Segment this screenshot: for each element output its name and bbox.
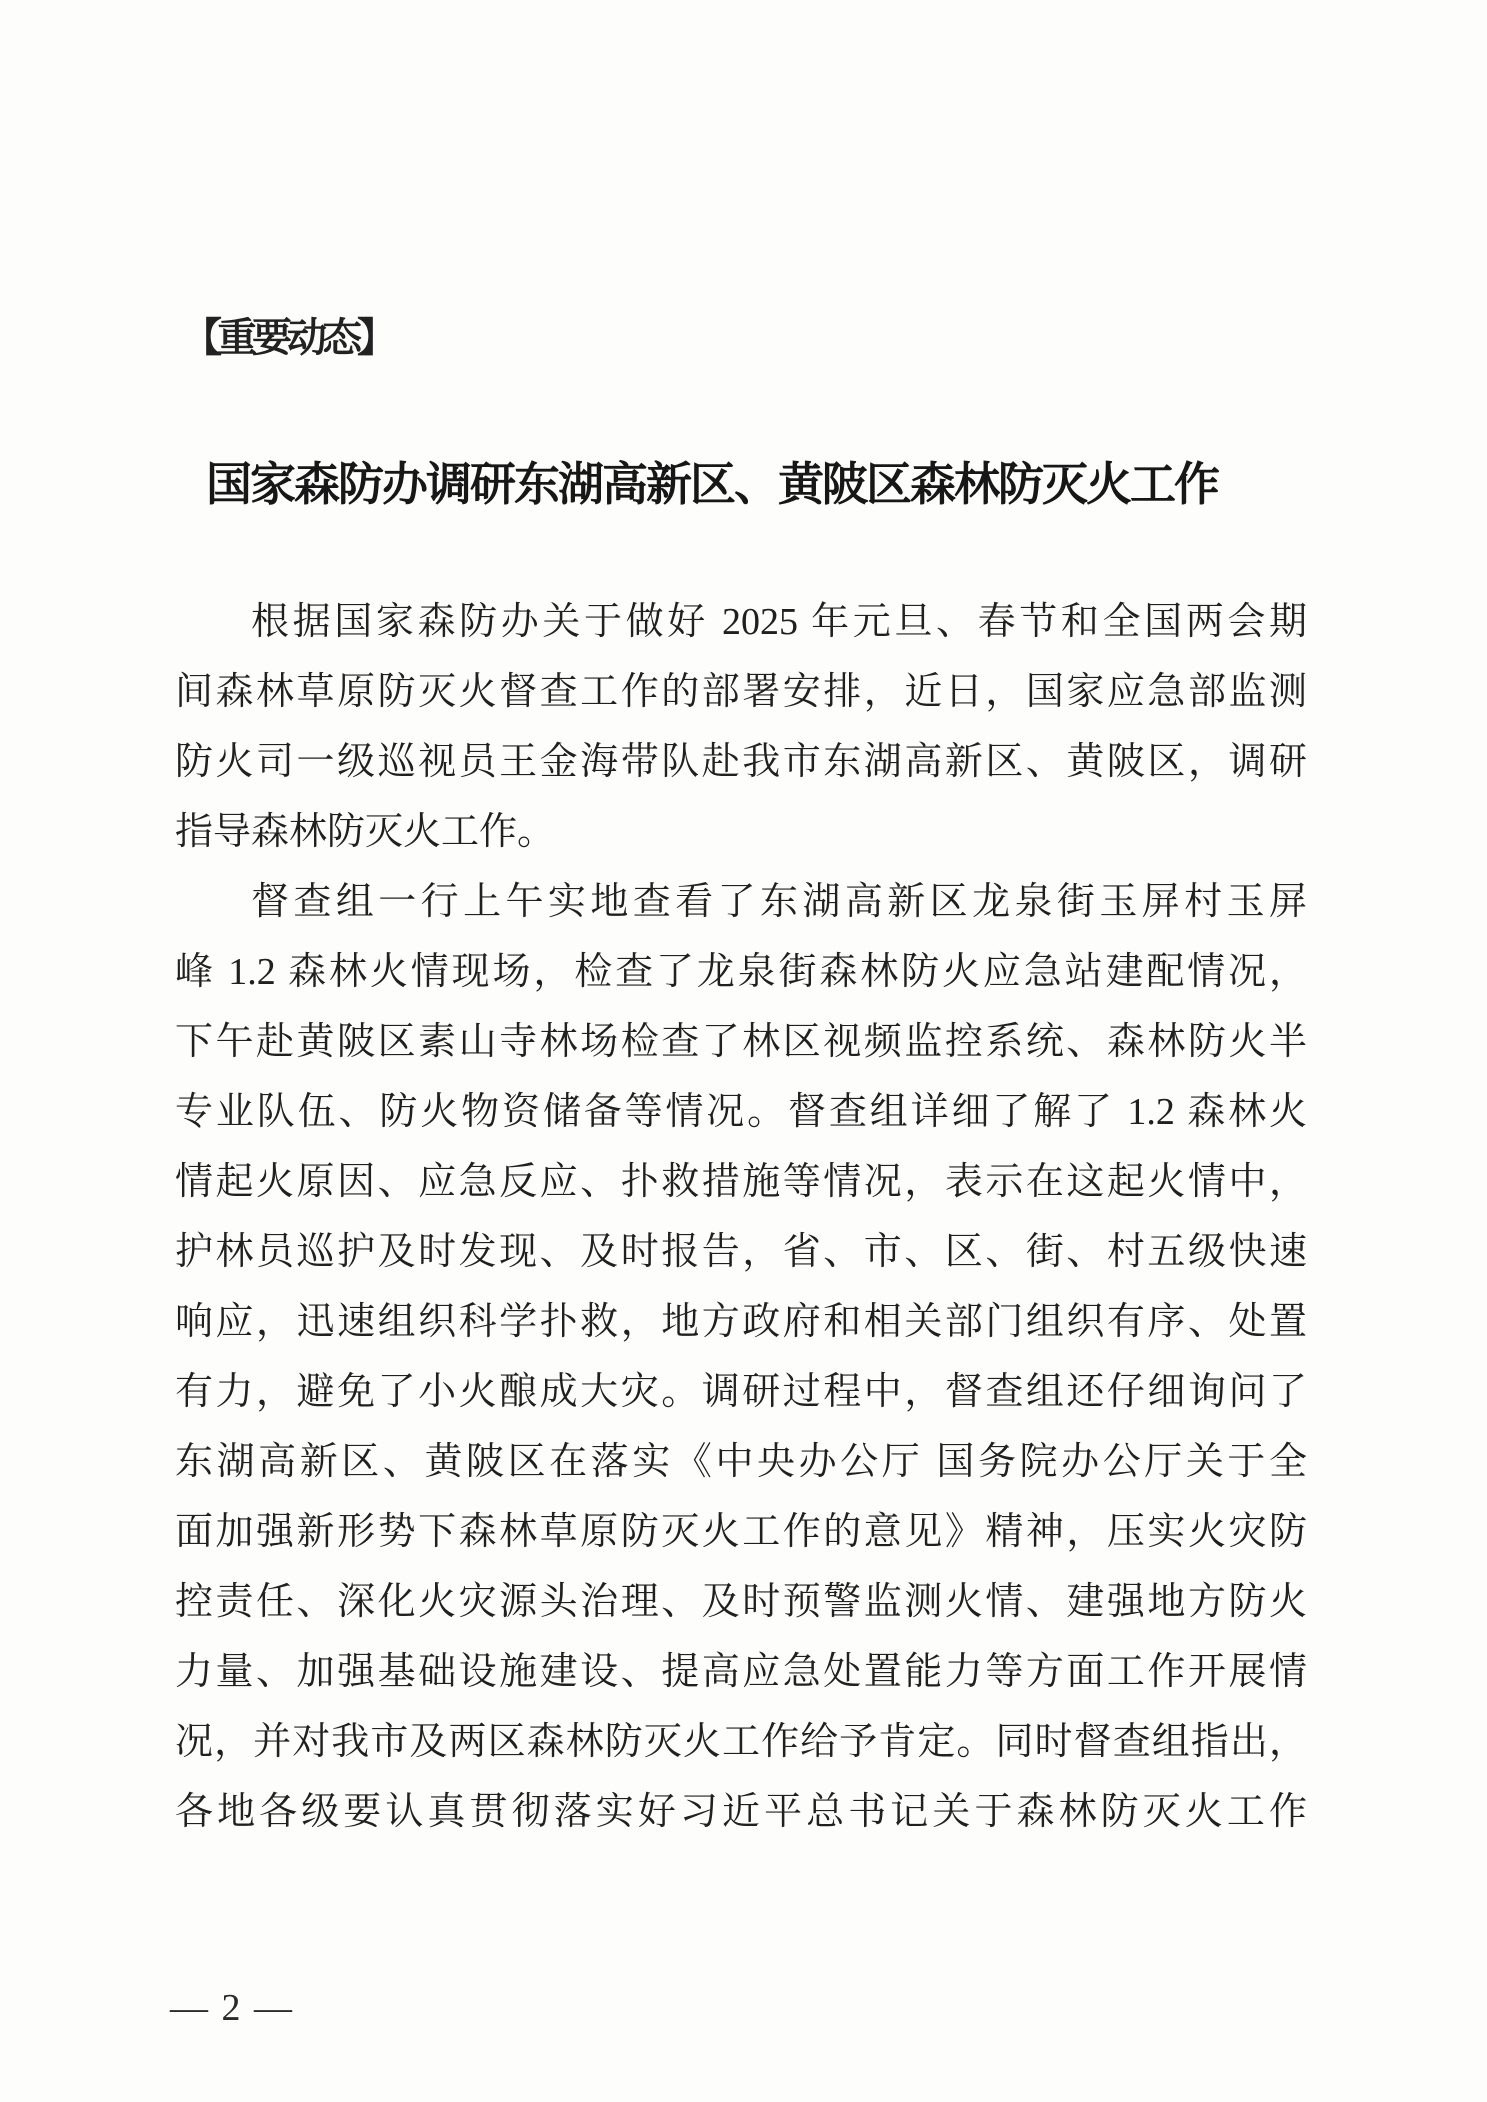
body-line: 根据国家森防办关于做好 2025 年元旦、春节和全国两会期 [251, 601, 1307, 643]
body-line: 督查组一行上午实地查看了东湖高新区龙泉街玉屏村玉屏 [251, 881, 1307, 923]
body-line: 情起火原因、应急反应、扑救措施等情况，表示在这起火情中， [175, 1161, 1307, 1203]
body-line: 各地各级要认真贯彻落实好习近平总书记关于森林防灭火工作 [175, 1791, 1307, 1833]
body-line: 防火司一级巡视员王金海带队赴我市东湖高新区、黄陂区，调研 [175, 741, 1307, 783]
body-line: 间森林草原防灭火督查工作的部署安排，近日，国家应急部监测 [175, 671, 1307, 713]
section-heading: 【重要动态】 [182, 315, 392, 360]
body-line: 控责任、深化火灾源头治理、及时预警监测火情、建强地方防火 [175, 1581, 1307, 1623]
document-body [175, 587, 1307, 1847]
body-line: 专业队伍、防火物资储备等情况。督查组详细了解了 1.2 森林火 [175, 1091, 1307, 1133]
page-number: — 2 — [170, 1987, 294, 2029]
body-line: 峰 1.2 森林火情现场，检查了龙泉街森林防火应急站建配情况， [175, 951, 1307, 993]
body-line: 护林员巡护及时发现、及时报告，省、市、区、街、村五级快速 [175, 1231, 1307, 1273]
body-line: 况，并对我市及两区森林防灭火工作给予肯定。同时督查组指出， [175, 1721, 1307, 1763]
body-line: 东湖高新区、黄陂区在落实《中央办公厅 国务院办公厅关于全 [175, 1441, 1307, 1483]
body-line: 指导森林防灭火工作。 [175, 811, 556, 853]
body-line: 力量、加强基础设施建设、提高应急处置能力等方面工作开展情 [175, 1651, 1307, 1693]
body-line: 响应，迅速组织科学扑救，地方政府和相关部门组织有序、处置 [175, 1301, 1307, 1343]
body-line: 下午赴黄陂区素山寺林场检查了林区视频监控系统、森林防火半 [175, 1021, 1307, 1063]
body-line: 有力，避免了小火酿成大灾。调研过程中，督查组还仔细询问了 [175, 1371, 1307, 1413]
body-line: 面加强新形势下森林草原防灭火工作的意见》精神，压实火灾防 [175, 1511, 1307, 1553]
document-title: 国家森防办调研东湖高新区、黄陂区森林防灭火工作 [206, 459, 1218, 510]
